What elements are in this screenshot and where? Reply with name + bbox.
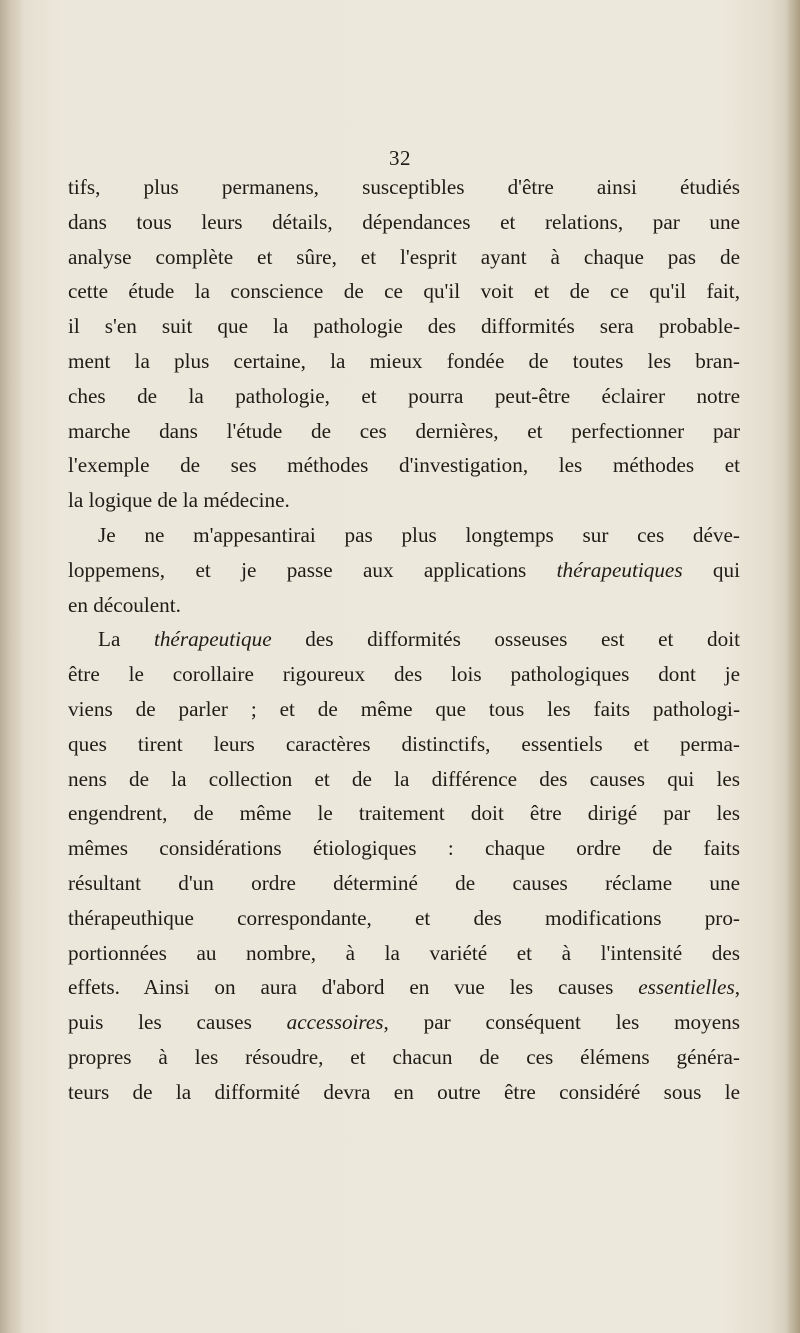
text-line: ment la plus certaine, la mieux fondée de toutes les bran- [68, 348, 740, 373]
text-line: tifs, plus permanens, susceptibles d'être ainsi étudiés [68, 175, 740, 199]
text-line: résultant d'un ordre déterminé de causes réclame une [68, 870, 740, 895]
text-line: Je ne m'appesantirai pas plus longtemps sur ces déve- [98, 522, 740, 547]
italic-term: thérapeutique [153, 627, 272, 652]
text-line: être le corollaire rigoureux des lois pathologiques dont je [68, 662, 740, 687]
text-run: La [98, 627, 154, 652]
text-line: la logique de la médecine. [68, 488, 290, 513]
text-line: ques tirent leurs caractères distinctifs, essentiels et perma- [68, 731, 740, 756]
text-run: des difformités osseuses est et doit [271, 627, 740, 652]
text-line [68, 622, 740, 657]
text-line: analyse complète et sûre, et l'esprit ayant à chaque pas de [68, 244, 740, 269]
italic-term: essentielles [638, 975, 735, 1000]
page-edge-shadow [786, 0, 800, 1333]
text-line: dans tous leurs détails, dépendances et relations, par une [68, 209, 740, 234]
text-line: nens de la collection et de la différence des causes qui les [68, 766, 740, 791]
text-run: , [734, 975, 740, 1000]
page-binding-shadow [0, 0, 24, 1333]
text-line: en découlent. [68, 592, 181, 617]
text-run: loppemens, et je passe aux applications [68, 557, 557, 582]
italic-term: thérapeutiques [556, 557, 683, 582]
text-line: viens de parler ; et de même que tous les faits pathologi- [68, 696, 740, 721]
text-line: engendrent, de même le traitement doit être dirigé par les [68, 801, 740, 826]
text-line: teurs de la difformité devra en outre être considéré sous le [68, 1079, 740, 1104]
text-run: puis les causes [68, 1010, 287, 1035]
text-line: marche dans l'étude de ces dernières, et perfectionner par [68, 418, 740, 443]
text-line: ches de la pathologie, et pourra peut-être éclairer notre [68, 383, 740, 408]
text-run: , par conséquent les moyens [383, 1010, 740, 1035]
text-run: effets. Ainsi on aura d'abord en vue les causes [68, 975, 639, 1000]
text-line: portionnées au nombre, à la variété et à l'intensité des [68, 940, 740, 965]
text-line [68, 970, 740, 1005]
text-line [68, 1005, 740, 1040]
text-line: cette étude la conscience de ce qu'il voit et de ce qu'il fait, [68, 279, 740, 304]
text-line: propres à les résoudre, et chacun de ces élémens généra- [68, 1044, 740, 1069]
text-line: mêmes considérations étiologiques : chaque ordre de faits [68, 836, 740, 861]
text-line: l'exemple de ses méthodes d'investigation, les méthodes et [68, 453, 740, 478]
italic-term: accessoires [286, 1010, 384, 1035]
body-text [68, 170, 740, 1110]
page-number: 32 [389, 146, 411, 170]
text-run: qui [682, 557, 741, 582]
text-line: thérapeuthique correspondante, et des modifications pro- [68, 905, 740, 930]
text-line: il s'en suit que la pathologie des difformités sera probable- [68, 314, 740, 339]
text-line [68, 553, 740, 588]
